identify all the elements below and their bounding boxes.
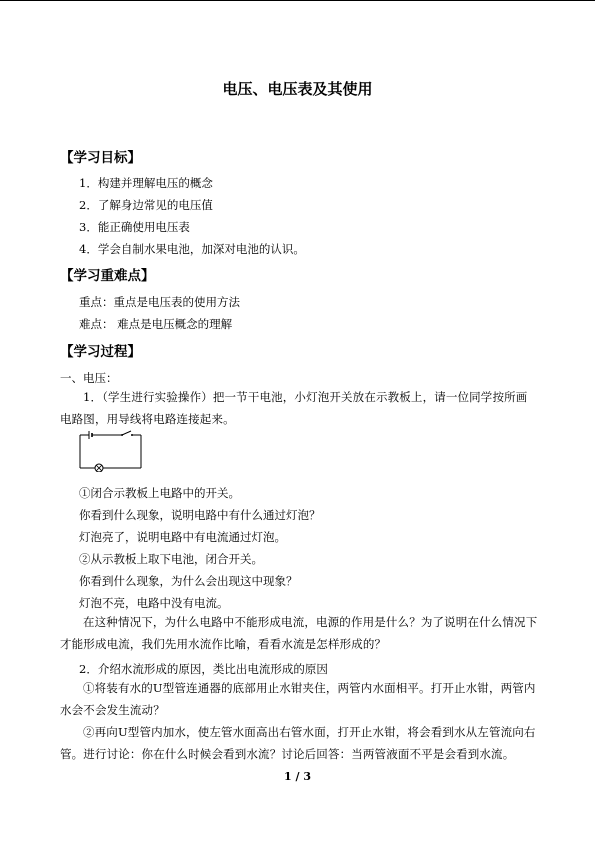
circuit-diagram — [79, 430, 143, 472]
objective-item: 1．构建并理解电压的概念 — [79, 176, 213, 190]
key-point-item: 重点：重点是电压表的使用方法 — [79, 295, 240, 309]
process-line: 灯泡不亮，电路中没有电流。 — [79, 596, 229, 610]
process-paragraph: 在这种情况下，为什么电路中不能形成电流，电源的作用是什么？为了说明在什么情况下才能形成电流，我们先用水流作比喻，看看水流是怎样形成的？ — [60, 615, 538, 651]
process-line: 2．介绍水流形成的原因，类比出电流形成的原因 — [79, 662, 328, 676]
process-line: 灯泡亮了，说明电路中有电流通过灯泡。 — [79, 530, 286, 544]
section-key-points-heading: 【学习重难点】 — [60, 268, 155, 284]
process-line: ①闭合示教板上电路中的开关。 — [79, 486, 240, 500]
process-paragraph: ①将装有水的U型管连通器的底部用止水钳夹住，两管内水面相平。打开止水钳，两管内水会不会发生流动？ — [60, 681, 536, 717]
objective-item: 4．学会自制水果电池，加深对电池的认识。 — [79, 242, 305, 256]
objective-item: 2．了解身边常见的电压值 — [79, 198, 213, 212]
process-line: 你看到什么现象，说明电路中有什么通过灯泡？ — [79, 508, 321, 522]
process-line: 你看到什么现象，为什么会出现这中现象？ — [79, 574, 298, 588]
process-paragraph: 1．（学生进行实验操作）把一节干电池，小灯泡开关放在示教板上，请一位同学按所画电路图，用导线将电路连接起来。 — [60, 390, 528, 426]
section-process-heading: 【学习过程】 — [60, 344, 141, 360]
section-objectives-heading: 【学习目标】 — [60, 150, 141, 166]
page-title: 电压、电压表及其使用 — [222, 80, 373, 98]
process-subheading: 一、电压： — [60, 371, 118, 385]
top-border — [0, 0, 595, 1]
process-paragraph: ②再向U型管内加水，使左管水面高出右管水面，打开止水钳，将会看到水从左管流向右管。进行讨论：你在什么时候会看到水流？讨论后回答：当两管液面不平是会看到水流。 — [60, 725, 536, 761]
objective-item: 3．能正确使用电压表 — [79, 220, 190, 234]
process-line: ②从示教板上取下电池，闭合开关。 — [79, 552, 263, 566]
page-number: 1 / 3 — [284, 770, 311, 783]
difficulty-item: 难点： 难点是电压概念的理解 — [79, 317, 233, 331]
